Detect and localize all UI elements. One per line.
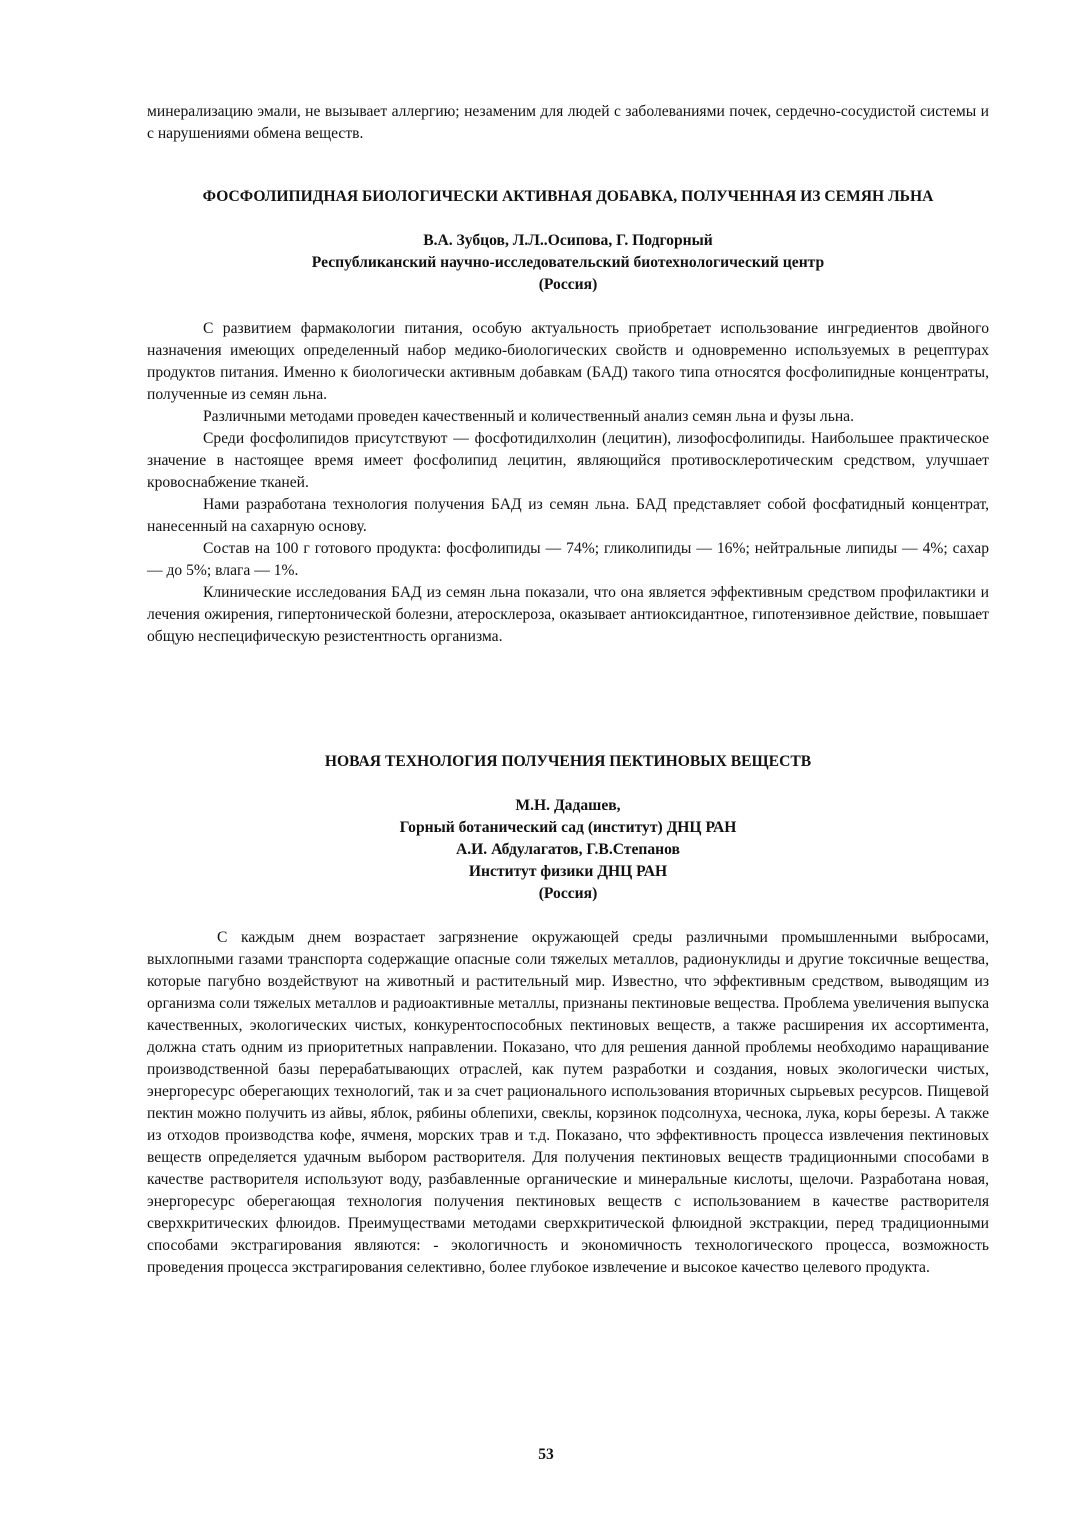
article-2 (147, 751, 989, 1279)
article-1-authors: В.А. Зубцов, Л.Л..Осипова, Г. Подгорный (423, 232, 713, 249)
article-2-country: (Россия) (538, 885, 598, 902)
article-1 (147, 186, 989, 648)
article-1-paragraph: Нами разработана технология получения БАД из семян льна. БАД представляет собой фосфатидный концентрат, нанесенный на сахарную основу. (147, 496, 989, 535)
article-1-title: ФОСФОЛИПИДНАЯ БИОЛОГИЧЕСКИ АКТИВНАЯ ДОБАВКА, ПОЛУЧЕННАЯ ИЗ СЕМЯН ЛЬНА (202, 188, 934, 205)
article-1-country: (Россия) (538, 276, 598, 293)
intro-section (147, 101, 989, 145)
article-2-author-2: А.И. Абдулагатов, Г.В.Степанов (456, 841, 680, 858)
article-1-paragraph: Клинические исследования БАД из семян льна показали, что она является эффективным средством профилактики и лечения ожирения, гипертонической болезни, атеросклероза, оказывает антиоксидантное, гипотензивное действие, повышает общую неспецифическую резистентность организма. (147, 584, 989, 645)
page-number: 53 (538, 1446, 554, 1463)
intro-paragraph: минерализацию эмали, не вызывает аллергию; незаменим для людей с заболеваниями почек, сердечно-сосудистой системы и с нарушениями обмена веществ. (147, 103, 989, 142)
article-1-paragraph: С развитием фармакологии питания, особую актуальность приобретает использование ингредиентов двойного назначения имеющих определенный набор медико-биологических свойств и одновременно используемых в рецептурах продуктов питания. Именно к биологически активным добавкам (БАД) такого типа относятся фосфолипидные концентраты, полученные из семян льна. (147, 320, 989, 403)
article-1-organization: Республиканский научно-исследовательский биотехнологический центр (311, 254, 825, 271)
article-1-paragraph: Среди фосфолипидов присутствуют — фосфотидилхолин (лецитин), лизофосфолипиды. Наибольшее практическое значение в настоящее время имеет фосфолипид лецитин, являющийся противосклеротическим средством, улучшает кровоснабжение тканей. (147, 430, 989, 491)
article-2-paragraph: С каждым днем возрастает загрязнение окружающей среды различными промышленными выбросами, выхлопными газами транспорта содержащие опасные соли тяжелых металлов, радионуклиды и другие токсичные вещества, которые пагубно воздействуют на животный и растительный мир. Известно, что эффективным средством, выводящим из организма соли тяжелых металлов и радиоактивные металлы, признаны пектиновые вещества. Проблема увеличения выпуска качественных, экологических чистых, конкурентоспособных пектиновых веществ, а также расширения их ассортимента, должна стать одним из приоритетных направлении. Показано, что для решения данной проблемы необходимо наращивание производственной базы перерабатывающих отраслей, как путем разработки и создания, новых экологически чистых, энергоресурс оберегающих технологий, так и за счет рационального использования вторичных сырьевых ресурсов. Пищевой пектин можно получить из айвы, яблок, рябины облепихи, свеклы, корзинок подсолнуха, чеснока, лука, коры березы. А также из отходов производства кофе, ячменя, морских трав и т.д. Показано, что эффективность процесса извлечения пектиновых веществ определяется удачным выбором растворителя. Для получения пектиновых веществ традиционными способами в качестве растворителя используют воду, разбавленные органические и минеральные кислоты, щелочи. Разработана новая, энергоресурс оберегающая технология получения пектиновых веществ с использованием в качестве растворителя сверхкритических флюидов. Преимуществами методами сверхкритической флюидной экстракции, перед традиционными способами экстрагирования являются: - экологичность и экономичность технологического процесса, возможность проведения процесса экстрагирования селективно, более глубокое извлечение и высокое качество целевого продукта. (147, 929, 989, 1276)
article-1-paragraph: Состав на 100 г готового продукта: фосфолипиды — 74%; гликолипиды — 16%; нейтральные липиды — 4%; сахар — до 5%; влага — 1%. (147, 540, 989, 579)
article-2-organization-1: Горный ботанический сад (институт) ДНЦ РАН (399, 819, 737, 836)
article-2-organization-2: Институт физики ДНЦ РАН (468, 863, 668, 880)
article-1-paragraph: Различными методами проведен качественный и количественный анализ семян льна и фузы льна. (203, 408, 854, 425)
article-2-title: НОВАЯ ТЕХНОЛОГИЯ ПОЛУЧЕНИЯ ПЕКТИНОВЫХ ВЕЩЕСТВ (324, 753, 812, 770)
article-2-author-1: М.Н. Дадашев, (515, 797, 621, 814)
